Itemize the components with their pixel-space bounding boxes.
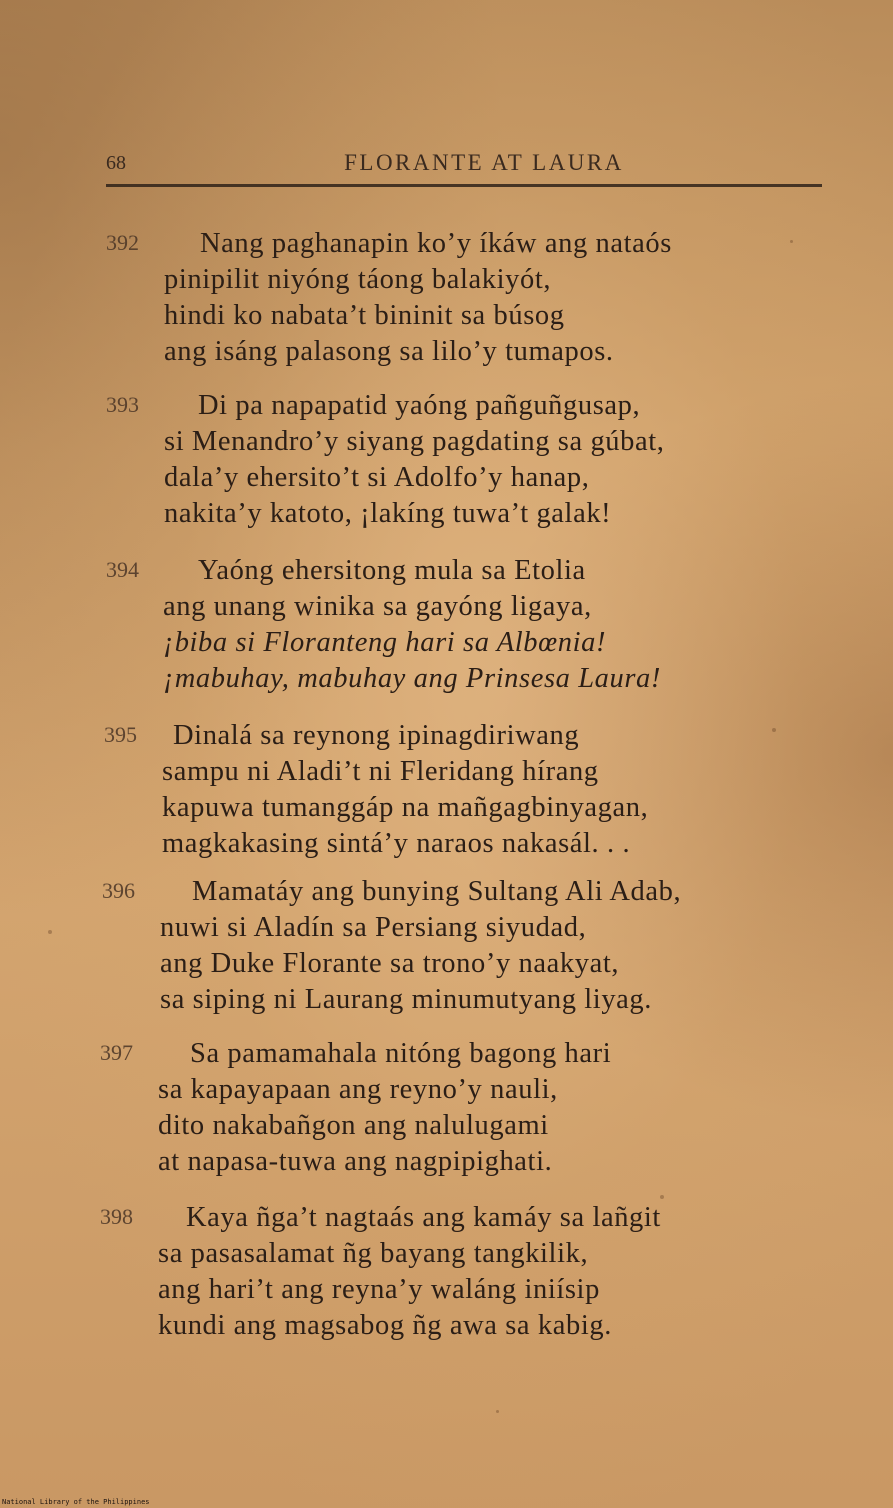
verse-line: si Menandro’y siyang pagdating sa gúbat, (164, 426, 665, 457)
paper-spot (772, 728, 776, 732)
verse-line: pinipilit niyóng táong balakiyót, (164, 264, 552, 295)
stanza-number: 393 (106, 392, 139, 417)
verse-line: nakita’y katoto, ¡lakíng tuwa’t galak! (164, 498, 612, 529)
page-number: 68 (106, 152, 126, 174)
stanza-number: 395 (104, 722, 137, 747)
verse-line: ang Duke Florante sa trono’y naakyat, (160, 948, 620, 979)
verse-line: hindi ko nabata’t bininit sa búsog (164, 300, 565, 331)
verse-line: sampu ni Aladi’t ni Fleridang hírang (162, 756, 599, 787)
verse-line: magkakasing sintá’y naraos nakasál. . . (162, 828, 631, 859)
verse-line: kundi ang magsabog ñg awa sa kabig. (158, 1310, 612, 1341)
paper-spot (496, 1410, 499, 1413)
stanza-number: 394 (106, 557, 139, 582)
page-header (106, 150, 822, 182)
verse-line: ang isáng palasong sa lilo’y tumapos. (164, 336, 614, 367)
verse-line: ang unang winika sa gayóng ligaya, (163, 591, 592, 622)
verse-line: Dinalá sa reynong ipinagdiriwang (173, 720, 580, 751)
verse-line: sa siping ni Laurang minumutyang liyag. (160, 984, 652, 1015)
verse-line: nuwi si Aladín sa Persiang siyudad, (160, 912, 587, 943)
verse-line: Nang paghanapin ko’y íkáw ang nataós (200, 228, 672, 259)
verse-line: Mamatáy ang bunying Sultang Ali Adab, (192, 876, 682, 907)
verse-line: ¡mabuhay, mabuhay ang Prinsesa Laura! (163, 663, 661, 694)
stanza-number: 398 (100, 1204, 133, 1229)
paper-spot (48, 930, 52, 934)
verse-line: kapuwa tumanggáp na mañgagbinyagan, (162, 792, 649, 823)
verse-line: dito nakabañgon ang nalulugami (158, 1110, 549, 1141)
verse-line: ang hari’t ang reyna’y waláng iniísip (158, 1274, 600, 1305)
header-rule (106, 184, 822, 187)
verse-line: ¡biba si Floranteng hari sa Albœnia! (163, 627, 607, 658)
verse-line: Yaóng ehersitong mula sa Etolia (198, 555, 586, 586)
verse-line: at napasa-tuwa ang nagpipighati. (158, 1146, 553, 1177)
verse-line: dala’y ehersito’t si Adolfo’y hanap, (164, 462, 590, 493)
scan-credit: National Library of the Philippines (2, 1498, 150, 1506)
running-title: FLORANTE AT LAURA (344, 150, 624, 175)
verse-line: sa pasasalamat ñg bayang tangkilik, (158, 1238, 589, 1269)
verse-line: Kaya ñga’t nagtaás ang kamáy sa lañgit (186, 1202, 661, 1233)
stanza-number: 396 (102, 878, 135, 903)
stanza-number: 397 (100, 1040, 133, 1065)
verse-line: Sa pamamahala nitóng bagong hari (190, 1038, 612, 1069)
verse-line: sa kapayapaan ang reyno’y nauli, (158, 1074, 558, 1105)
paper-spot (660, 1195, 664, 1199)
paper-spot (790, 240, 793, 243)
stanza-number: 392 (106, 230, 139, 255)
verse-line: Di pa napapatid yaóng pañguñgusap, (198, 390, 641, 421)
